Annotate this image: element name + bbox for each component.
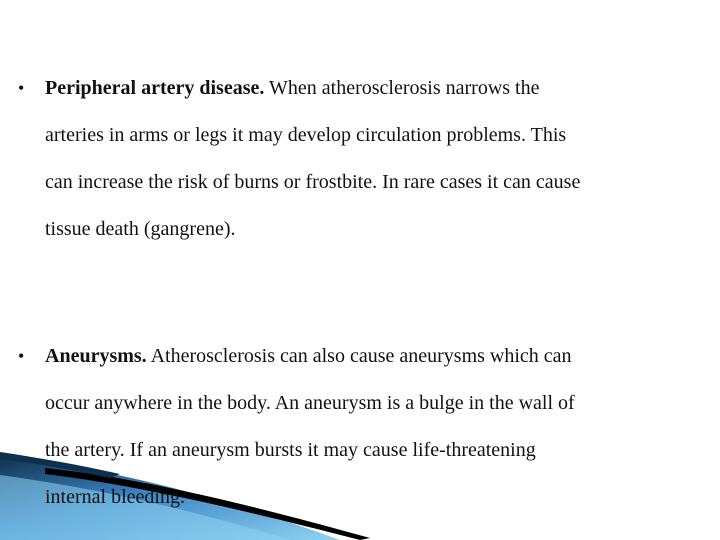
bullet-line: the artery. If an aneurysm bursts it may cause life-threatening	[45, 439, 536, 461]
bullet-text: When atherosclerosis narrows the	[264, 77, 540, 99]
bullet-term: Peripheral artery disease.	[45, 77, 265, 99]
bullet-text: Atherosclerosis can also cause aneurysms which can	[146, 345, 572, 367]
bullet-line: arteries in arms or legs it may develop circulation problems. This	[45, 124, 567, 146]
bullet-line: can increase the risk of burns or frostbite. In rare cases it can cause	[45, 171, 581, 193]
bullet-peripheral-artery-disease	[18, 65, 708, 253]
bullet-line: tissue death (gangrene).	[45, 218, 236, 240]
bullet-term: Aneurysms.	[45, 345, 147, 367]
bullet-line	[18, 65, 708, 112]
bullet-aneurysms	[18, 333, 708, 521]
bullet-symbol: •	[18, 78, 25, 98]
bullet-line: internal bleeding.	[45, 486, 185, 508]
bullet-symbol: •	[18, 346, 25, 366]
bullet-line: occur anywhere in the body. An aneurysm is a bulge in the wall of	[45, 392, 575, 414]
bullet-line	[18, 333, 708, 380]
